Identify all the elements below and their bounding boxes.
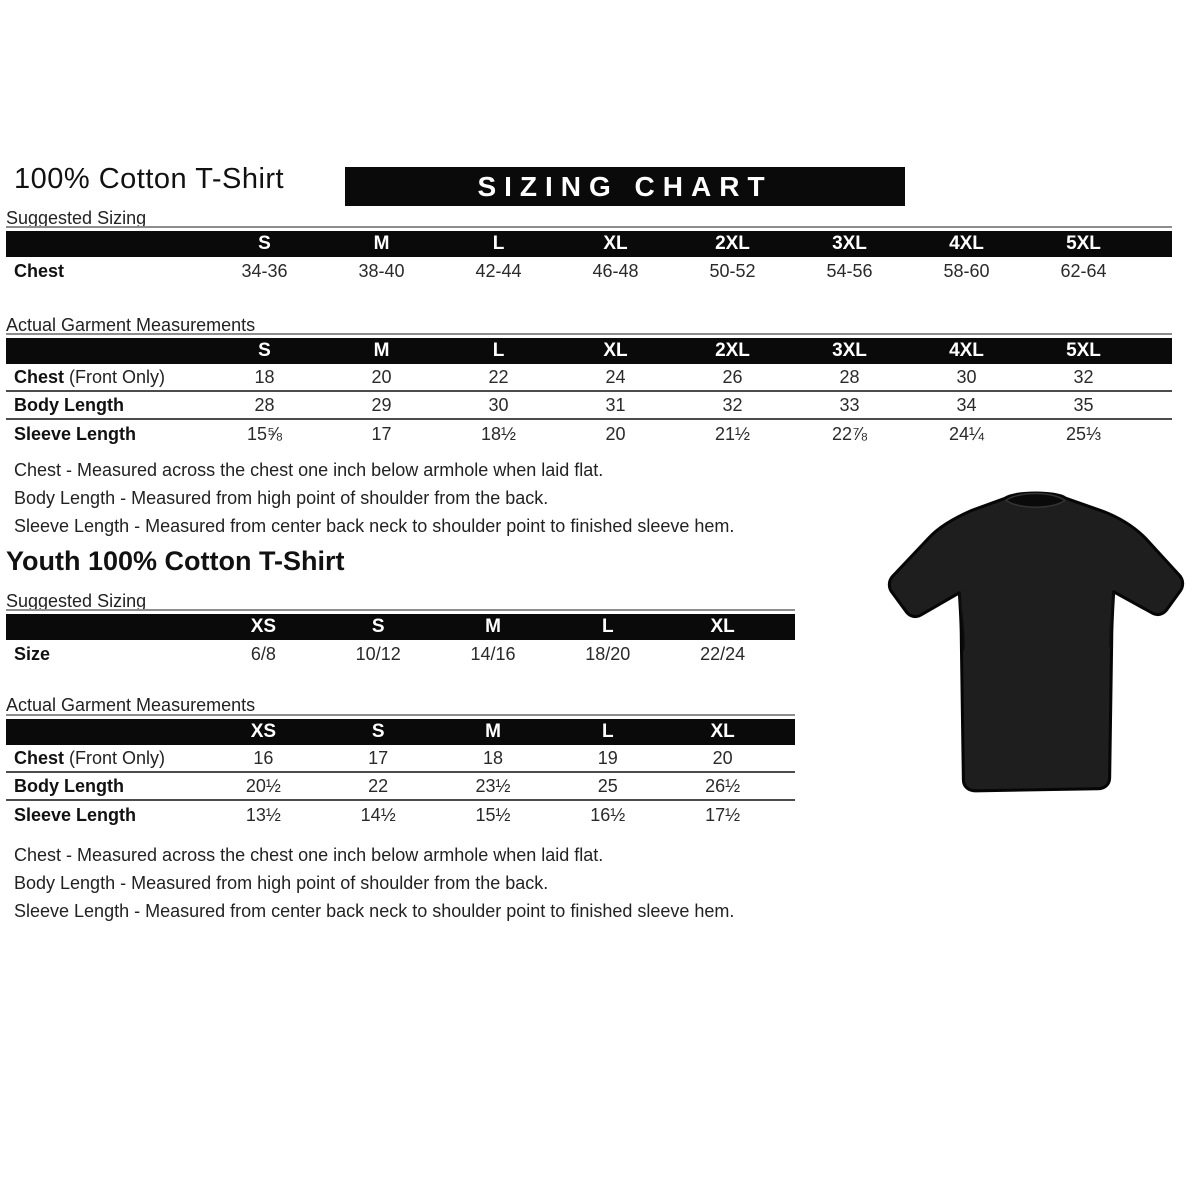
size-column-header: XL [710,616,735,637]
size-cell: 28 [254,394,275,415]
size-cell: 20 [371,366,392,387]
youth-actual-heading: Actual Garment Measurements [6,695,256,715]
size-cell: 30 [488,394,509,415]
table-top-rule [6,609,795,611]
size-column-header: M [373,233,390,254]
size-column-header: 2XL [715,340,750,361]
table-row [6,745,795,773]
size-cell: 22 [368,775,389,796]
table-row [6,801,795,829]
size-cell: 62-64 [1060,260,1107,281]
size-cell: 21½ [714,423,751,444]
size-cell: 13½ [245,804,281,825]
size-cell: 32 [722,394,743,415]
size-column-header: S [371,616,385,637]
size-cell: 32 [1073,366,1094,387]
size-column-header: XL [603,340,628,361]
size-cell: 34 [956,394,977,415]
size-cell: 23½ [475,775,511,796]
size-cell: 46-48 [592,260,639,281]
size-cell: 54-56 [826,260,873,281]
size-cell: 42-44 [475,260,522,281]
size-cell: 22 [488,366,509,387]
size-cell: 24 [605,366,626,387]
size-cell: 25 [597,775,618,796]
size-cell: 20½ [245,775,281,796]
size-cell: 50-52 [709,260,756,281]
size-cell: 20 [605,423,626,444]
adult-note-body-length: Body Length - Measured from high point of shoulder from the back. [14,488,549,508]
size-cell: 30 [956,366,977,387]
sizing-chart-banner-label: SIZING CHART [477,170,773,202]
size-cell: 18½ [480,423,517,444]
size-cell: 6/8 [250,643,276,664]
row-label: Chest (Front Only) [14,747,166,768]
size-column-header: S [371,721,385,742]
size-cell: 31 [605,394,626,415]
size-column-header: 4XL [949,340,984,361]
row-label: Sleeve Length [14,423,137,444]
size-cell: 16 [253,747,274,768]
youth-note-sleeve-length: Sleeve Length - Measured from center back neck to shoulder point to finished sleeve hem. [14,901,735,921]
size-cell: 14½ [360,804,396,825]
adult-suggested-table [6,226,1172,285]
size-cell: 19 [597,747,618,768]
table-top-rule [6,714,795,716]
table-row [6,364,1172,392]
size-column-header: S [258,340,271,361]
size-column-header: XS [250,616,277,637]
size-cell: 17 [368,747,389,768]
row-label: Sleeve Length [14,804,137,825]
size-column-header: 3XL [832,233,867,254]
size-cell: 18 [482,747,503,768]
youth-note-chest: Chest - Measured across the chest one inch below armhole when laid flat. [14,845,604,865]
size-cell: 17 [371,423,392,444]
size-cell: 35 [1073,394,1094,415]
table-row [6,392,1172,420]
table-row [6,640,795,668]
size-cell: 10/12 [355,643,401,664]
table-top-rule [6,226,1172,228]
size-cell: 20 [712,747,733,768]
size-column-header: XS [250,721,277,742]
youth-title: Youth 100% Cotton T-Shirt [6,546,345,576]
row-label: Body Length [14,775,124,796]
size-column-header: M [485,721,501,742]
size-cell: 15½ [475,804,511,825]
size-column-header: XL [603,233,628,254]
youth-suggested-heading: Suggested Sizing [6,591,147,611]
row-label: Chest (Front Only) [14,366,166,387]
size-column-header: 3XL [832,340,867,361]
size-cell: 28 [839,366,860,387]
size-cell: 26 [722,366,743,387]
size-cell: 14/16 [470,643,516,664]
size-column-header: 4XL [949,233,984,254]
size-cell: 15⅝ [246,423,283,444]
black-tshirt-image [878,478,1193,803]
adult-note-sleeve-length: Sleeve Length - Measured from center back neck to shoulder point to finished sleeve hem. [14,516,735,536]
size-cell: 38-40 [358,260,405,281]
youth-suggested-table [6,609,795,668]
table-top-rule [6,333,1172,335]
table-row [6,773,795,801]
row-label: Chest [14,260,65,281]
size-cell: 18 [254,366,275,387]
size-cell: 25⅓ [1065,423,1102,444]
size-column-header: 5XL [1066,340,1101,361]
row-label: Size [14,643,51,664]
size-column-header: M [373,340,390,361]
adult-actual-heading: Actual Garment Measurements [6,315,256,335]
row-label: Body Length [14,394,124,415]
size-cell: 22⅞ [831,423,868,444]
size-cell: 18/20 [585,643,631,664]
size-column-header: 2XL [715,233,750,254]
size-column-header: L [601,616,614,637]
size-cell: 33 [839,394,860,415]
table-row [6,257,1172,285]
sizing-chart-banner [345,167,905,206]
size-cell: 26½ [705,775,741,796]
adult-suggested-heading: Suggested Sizing [6,208,147,228]
size-cell: 29 [371,394,392,415]
youth-note-body-length: Body Length - Measured from high point of shoulder from the back. [14,873,549,893]
size-cell: 22/24 [700,643,746,664]
size-column-header: S [258,233,271,254]
size-cell: 24¼ [948,423,985,444]
size-cell: 16½ [590,804,626,825]
table-header-row [6,719,795,745]
size-column-header: XL [710,721,735,742]
size-cell: 34-36 [241,260,288,281]
size-column-header: L [492,340,505,361]
size-column-header: L [492,233,505,254]
table-header-row [6,231,1172,257]
size-cell: 58-60 [943,260,990,281]
size-cell: 17½ [705,804,741,825]
table-header-row [6,614,795,640]
youth-actual-table [6,714,795,829]
table-header-row [6,338,1172,364]
size-column-header: 5XL [1066,233,1101,254]
adult-actual-table [6,333,1172,448]
adult-note-chest: Chest - Measured across the chest one inch below armhole when laid flat. [14,460,604,480]
tshirt-icon [878,478,1193,803]
size-column-header: M [485,616,501,637]
table-row [6,420,1172,448]
size-column-header: L [601,721,614,742]
page-title: 100% Cotton T-Shirt [14,163,285,195]
